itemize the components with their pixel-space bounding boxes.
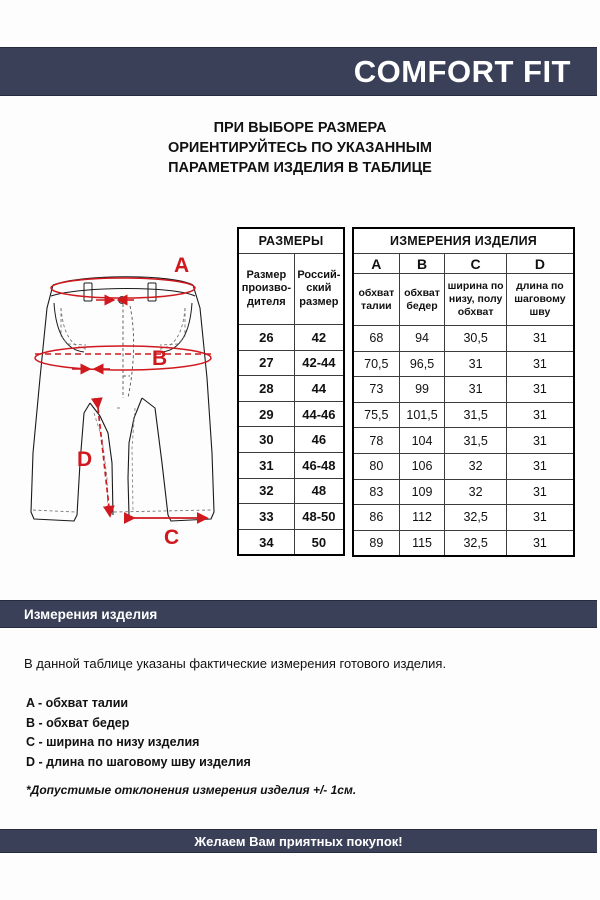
sizes-table xyxy=(237,227,345,556)
cell-russian: 48-50 xyxy=(294,504,344,530)
marker-label-c: C xyxy=(164,526,180,549)
legend-list xyxy=(26,694,251,772)
col-header-manufacturer-size: Размер произво-дителя xyxy=(238,254,294,325)
legend-item-a: A - обхват талии xyxy=(26,696,129,710)
sizes-table-body xyxy=(238,325,344,556)
cell-measure-b: 115 xyxy=(399,530,445,556)
shorts-illustration xyxy=(22,248,234,560)
cell-russian: 44-46 xyxy=(294,401,344,427)
table-row xyxy=(238,504,344,530)
tolerance-note: *Допустимые отклонения измерения изделия +/- 1см. xyxy=(26,783,357,797)
cell-russian: 46 xyxy=(294,427,344,453)
cell-measure-a: 83 xyxy=(353,479,399,505)
cell-manufacturer: 27 xyxy=(238,350,294,376)
legend-item-c: C - ширина по низу изделия xyxy=(26,735,200,750)
cell-russian: 42-44 xyxy=(294,350,344,376)
measurements-group-header: ИЗМЕРЕНИЯ ИЗДЕЛИЯ xyxy=(353,228,574,254)
subtitle-block xyxy=(0,118,600,178)
cell-measure-d: 31 xyxy=(506,505,574,531)
cell-measure-a: 78 xyxy=(353,428,399,454)
table-row xyxy=(353,453,574,479)
legend-item-b: B - обхват бедер xyxy=(26,715,130,730)
cell-measure-a: 86 xyxy=(353,505,399,531)
section-title: Измерения изделия xyxy=(24,606,158,622)
marker-label-b: B xyxy=(152,347,168,370)
cell-measure-b: 94 xyxy=(399,326,445,352)
measurement-letter-row xyxy=(353,254,574,274)
cell-measure-b: 112 xyxy=(399,505,445,531)
cell-measure-b: 109 xyxy=(399,479,445,505)
table-row xyxy=(238,427,344,453)
cell-manufacturer: 34 xyxy=(238,529,294,555)
col-header-letter-c: C xyxy=(445,254,506,274)
cell-measure-a: 80 xyxy=(353,453,399,479)
size-table-group xyxy=(237,227,575,557)
legend-item-d: D - длина по шаговому шву изделия xyxy=(26,754,251,769)
cell-russian: 42 xyxy=(294,325,344,351)
table-row xyxy=(238,376,344,402)
cell-manufacturer: 33 xyxy=(238,504,294,530)
page-title: COMFORT FIT xyxy=(353,54,571,89)
cell-measure-b: 106 xyxy=(399,453,445,479)
cell-measure-d: 31 xyxy=(506,377,574,403)
cell-manufacturer: 26 xyxy=(238,325,294,351)
cell-measure-a: 73 xyxy=(353,377,399,403)
cell-measure-a: 75,5 xyxy=(353,402,399,428)
cell-russian: 48 xyxy=(294,478,344,504)
cell-measure-d: 31 xyxy=(506,530,574,556)
cell-russian: 46-48 xyxy=(294,452,344,478)
marker-label-d: D xyxy=(77,448,93,471)
table-row xyxy=(353,479,574,505)
cell-measure-c: 32 xyxy=(445,453,506,479)
col-header-russian-size: Россий-ский размер xyxy=(294,254,344,325)
cell-measure-b: 101,5 xyxy=(399,402,445,428)
table-row xyxy=(353,402,574,428)
table-row xyxy=(353,326,574,352)
table-row xyxy=(353,530,574,556)
table-row xyxy=(238,350,344,376)
sizes-group-header: РАЗМЕРЫ xyxy=(238,228,344,254)
table-row xyxy=(353,505,574,531)
cell-measure-b: 99 xyxy=(399,377,445,403)
cell-measure-c: 31,5 xyxy=(445,428,506,454)
footer-bar xyxy=(0,829,597,853)
cell-measure-d: 31 xyxy=(506,351,574,377)
cell-measure-d: 31 xyxy=(506,326,574,352)
cell-manufacturer: 28 xyxy=(238,376,294,402)
col-desc-inseam: длина по шаговому шву xyxy=(506,274,574,326)
cell-measure-b: 104 xyxy=(399,428,445,454)
cell-measure-a: 89 xyxy=(353,530,399,556)
header-bar xyxy=(0,47,597,96)
measurements-table xyxy=(352,227,575,557)
subtitle-line-3: ПАРАМЕТРАМ ИЗДЕЛИЯ В ТАБЛИЦЕ xyxy=(168,160,432,176)
subtitle-line-2: ОРИЕНТИРУЙТЕСЬ ПО УКАЗАННЫМ xyxy=(167,140,432,156)
cell-measure-c: 32,5 xyxy=(445,505,506,531)
cell-manufacturer: 29 xyxy=(238,401,294,427)
marker-label-a: A xyxy=(174,254,190,277)
cell-measure-a: 70,5 xyxy=(353,351,399,377)
col-header-letter-b: B xyxy=(399,254,445,274)
col-desc-waist: обхват талии xyxy=(353,274,399,326)
cell-manufacturer: 32 xyxy=(238,478,294,504)
table-row xyxy=(238,325,344,351)
cell-measure-c: 32 xyxy=(445,479,506,505)
cell-russian: 44 xyxy=(294,376,344,402)
shorts-diagram xyxy=(22,248,234,560)
cell-measure-d: 31 xyxy=(506,479,574,505)
cell-manufacturer: 30 xyxy=(238,427,294,453)
cell-measure-d: 31 xyxy=(506,453,574,479)
table-row xyxy=(353,351,574,377)
table-row xyxy=(238,478,344,504)
table-row xyxy=(238,529,344,555)
col-header-letter-d: D xyxy=(506,254,574,274)
footer-text: Желаем Вам приятных покупок! xyxy=(194,833,403,849)
cell-measure-a: 68 xyxy=(353,326,399,352)
col-desc-hip: обхват бедер xyxy=(399,274,445,326)
col-header-letter-a: A xyxy=(353,254,399,274)
section-bar xyxy=(0,600,597,628)
cell-measure-c: 32,5 xyxy=(445,530,506,556)
cell-measure-c: 30,5 xyxy=(445,326,506,352)
cell-russian: 50 xyxy=(294,529,344,555)
measurement-description-row xyxy=(353,274,574,326)
cell-measure-c: 31 xyxy=(445,351,506,377)
cell-measure-d: 31 xyxy=(506,428,574,454)
subtitle-line-1: ПРИ ВЫБОРЕ РАЗМЕРА xyxy=(213,120,387,136)
cell-measure-c: 31,5 xyxy=(445,402,506,428)
table-row xyxy=(238,452,344,478)
cell-manufacturer: 31 xyxy=(238,452,294,478)
col-desc-bottom-width: ширина по низу, полу обхват xyxy=(445,274,506,326)
measurements-table-body xyxy=(353,326,574,557)
table-row xyxy=(238,401,344,427)
intro-text: В данной таблице указаны фактические измерения готового изделия. xyxy=(24,656,447,671)
cell-measure-d: 31 xyxy=(506,402,574,428)
cell-measure-c: 31 xyxy=(445,377,506,403)
table-row xyxy=(353,377,574,403)
table-row xyxy=(353,428,574,454)
cell-measure-b: 96,5 xyxy=(399,351,445,377)
